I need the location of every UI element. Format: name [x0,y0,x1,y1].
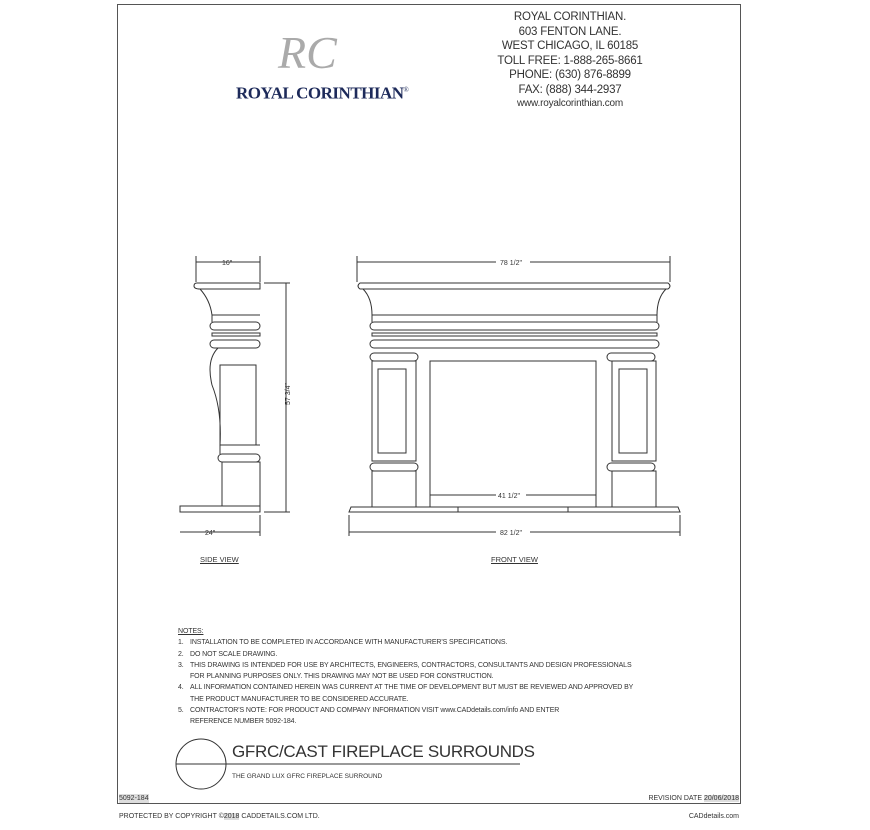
logo-text: ROYAL CORINTHIAN [236,83,404,103]
front-opening-width-dimension: 41 1/2" [498,493,520,500]
revision-date [648,794,739,803]
contact-line: ROYAL CORINTHIAN. [513,11,627,23]
contact-line: TOLL FREE: 1-888-265-8661 [497,54,643,67]
side-view [180,256,290,536]
drawing-title: GFRC/CAST FIREPLACE SURROUNDS [232,742,535,761]
contact-line: PHONE: (630) 876-8899 [509,69,631,81]
reference-number: 5092-184 [119,795,149,802]
royal-corinthian-logo: RC ROYAL CORINTHIAN® [230,18,410,114]
side-base-width-dimension: 24" [205,530,216,537]
front-base-width-dimension: 82 1/2" [500,530,522,537]
copyright-notice [119,812,320,821]
note-number: 5. [178,707,184,715]
side-top-width-dimension: 16" [222,260,233,267]
side-view-label: SIDE VIEW [200,555,239,564]
note-text: THE PRODUCT MANUFACTURER TO BE CONSIDERED ACCURATE. [190,695,409,703]
front-view-label: FRONT VIEW [491,555,538,564]
note-text: CONTRACTOR'S NOTE: FOR PRODUCT AND COMPANY INFORMATION VISIT www.CADdetails.com/info AND ENTER [190,707,560,715]
revision-label: REVISION DATE [648,795,704,802]
note-text: THIS DRAWING IS INTENDED FOR USE BY ARCHITECTS, ENGINEERS, CONTRACTORS, CONSULTANTS AND DESIGN PROFESSIONALS [190,661,632,669]
notes-heading: NOTES: [178,628,204,635]
note-text: DO NOT SCALE DRAWING. [190,650,278,658]
contact-line: WEST CHICAGO, IL 60185 [501,40,639,52]
contact-line: FAX: (888) 344-2937 [518,83,622,96]
revision-date-value: 20/06/2018 [703,795,739,802]
website-link[interactable]: www.royalcorinthian.com [517,98,623,109]
note-number: 4. [178,684,184,692]
front-top-width-dimension: 78 1/2" [500,260,522,267]
contact-line: 603 FENTON LANE. [518,25,622,38]
note-text: FOR PLANNING PURPOSES ONLY. THIS DRAWING MAY NOT BE USED FOR CONSTRUCTION. [190,673,494,681]
note-text: ALL INFORMATION CONTAINED HEREIN WAS CURRENT AT THE TIME OF DEVELOPMENT BUT MUST BE REVIEWED AND APPROVED BY [190,684,634,692]
caddetails-brand: CADdetails.com [688,813,739,820]
note-text: INSTALLATION TO BE COMPLETED IN ACCORDANCE WITH MANUFACTURER'S SPECIFICATIONS. [190,639,508,647]
note-number: 2. [178,650,184,658]
note-number: 1. [178,639,184,647]
svg-text:RC: RC [278,27,337,78]
note-text: REFERENCE NUMBER 5092-184. [190,718,297,726]
notes-section [178,626,633,728]
copyright-year: 2018 [223,813,240,820]
note-number: 3. [178,661,184,669]
side-height-dimension: 57 3/4" [285,383,292,405]
copyright-suffix: CADDETAILS.COM LTD. [239,813,320,820]
drawing-subtitle: THE GRAND LUX GFRC FIREPLACE SURROUND [232,773,383,780]
copyright-prefix: PROTECTED BY COPYRIGHT © [119,813,224,820]
